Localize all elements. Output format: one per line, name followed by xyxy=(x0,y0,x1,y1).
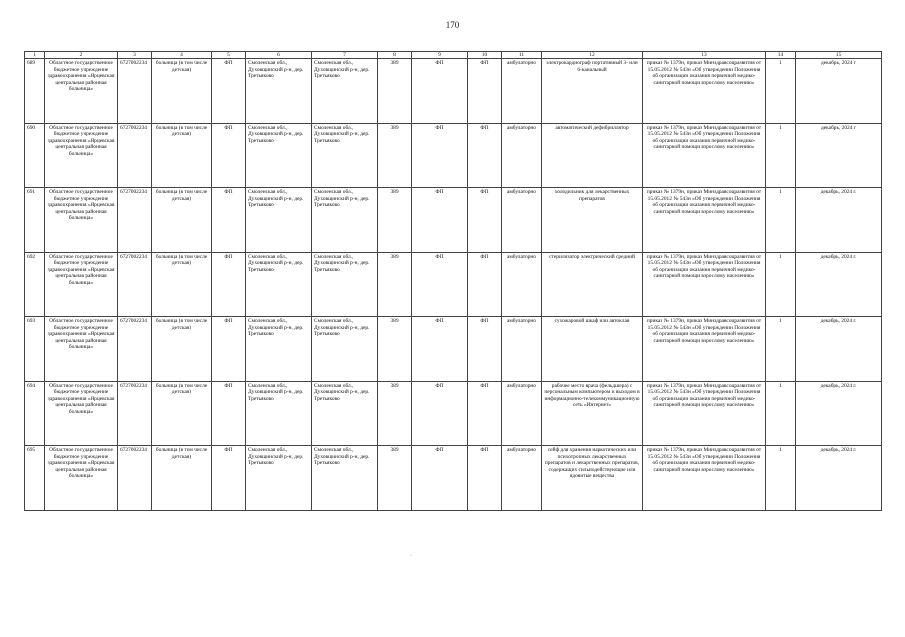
address-secondary: Смоленская обл., Духовщинский р-н, дер. Третьяково xyxy=(312,252,378,317)
unit-type-2: ФП xyxy=(412,59,468,124)
address-secondary: Смоленская обл., Духовщинский р-н, дер. Третьяково xyxy=(312,188,378,253)
unit-type-2: ФП xyxy=(412,188,468,253)
quantity: 1 xyxy=(766,446,796,511)
quantity: 1 xyxy=(766,317,796,382)
address-secondary: Смоленская обл., Духовщинский р-н, дер. Третьяково xyxy=(312,381,378,446)
unit-code: 389 xyxy=(378,252,412,317)
care-mode: амбулаторно xyxy=(502,123,542,188)
unit-code: 389 xyxy=(378,381,412,446)
row-number: 695 xyxy=(25,446,45,511)
care-mode: амбулаторно xyxy=(502,252,542,317)
inn-code: 6727002234 xyxy=(118,123,152,188)
unit-type: ФП xyxy=(212,446,246,511)
column-number: 10 xyxy=(468,52,502,59)
unit-type-3: ФП xyxy=(468,381,502,446)
unit-type: ФП xyxy=(212,188,246,253)
facility-type: больница (в том числе детская) xyxy=(152,252,212,317)
delivery-date: декабрь, 2024 г. xyxy=(796,381,882,446)
unit-type: ФП xyxy=(212,252,246,317)
inn-code: 6727002234 xyxy=(118,381,152,446)
address-primary: Смоленская обл., Духовщинский р-н, дер. Третьяково xyxy=(246,446,312,511)
equipment-name: стерилизатор электрический средний xyxy=(542,252,643,317)
column-number: 9 xyxy=(412,52,468,59)
care-mode: амбулаторно xyxy=(502,59,542,124)
quantity: 1 xyxy=(766,123,796,188)
care-mode: амбулаторно xyxy=(502,446,542,511)
inn-code: 6727002234 xyxy=(118,446,152,511)
table-row xyxy=(25,381,882,446)
address-primary: Смоленская обл., Духовщинский р-н, дер. Третьяково xyxy=(246,123,312,188)
organization-name: Областное государственное бюджетное учреждение здравоохранения «Ярцевская центральная районная больница» xyxy=(45,252,118,317)
page-number: 170 xyxy=(445,20,460,30)
unit-type: ФП xyxy=(212,59,246,124)
unit-type-3: ФП xyxy=(468,252,502,317)
regulation-order: приказ № 1379н, приказ Минздравсоцразвития от 15.05.2012 № 543н «Об утверждении Положения об организации оказания первичной медико-санитарной помощи взрослому населению» xyxy=(643,59,766,124)
column-number: 3 xyxy=(118,52,152,59)
equipment-name: сейф для хранения наркотических или психотропных лекарственных препаратов и лекарственных препаратов, содержащих сильнодействующие или ядовитые вещества xyxy=(542,446,643,511)
unit-type: ФП xyxy=(212,123,246,188)
regulation-order: приказ № 1379н, приказ Минздравсоцразвития от 15.05.2012 № 543н «Об утверждении Положения об организации оказания первичной медико-санитарной помощи взрослому населению» xyxy=(643,381,766,446)
equipment-name: сухожаровой шкаф или автоклав xyxy=(542,317,643,382)
quantity: 1 xyxy=(766,59,796,124)
scan-dot: · xyxy=(410,553,412,559)
column-number-row xyxy=(25,52,882,59)
equipment-name: холодильник для лекарственных препаратов xyxy=(542,188,643,253)
address-primary: Смоленская обл., Духовщинский р-н, дер. Третьяково xyxy=(246,381,312,446)
organization-name: Областное государственное бюджетное учреждение здравоохранения «Ярцевская центральная районная больница» xyxy=(45,317,118,382)
unit-type-3: ФП xyxy=(468,123,502,188)
organization-name: Областное государственное бюджетное учреждение здравоохранения «Ярцевская центральная районная больница» xyxy=(45,446,118,511)
unit-type-3: ФП xyxy=(468,59,502,124)
address-primary: Смоленская обл., Духовщинский р-н, дер. Третьяково xyxy=(246,59,312,124)
column-number: 8 xyxy=(378,52,412,59)
unit-code: 389 xyxy=(378,188,412,253)
row-number: 694 xyxy=(25,381,45,446)
column-number: 14 xyxy=(766,52,796,59)
delivery-date: декабрь, 2024 г xyxy=(796,59,882,124)
address-primary: Смоленская обл., Духовщинский р-н, дер. Третьяково xyxy=(246,188,312,253)
regulation-order: приказ № 1379н, приказ Минздравсоцразвития от 15.05.2012 № 543н «Об утверждении Положения об организации оказания первичной медико-санитарной помощи взрослому населению» xyxy=(643,446,766,511)
unit-type-3: ФП xyxy=(468,188,502,253)
column-number: 4 xyxy=(152,52,212,59)
equipment-name: автоматический дефибриллятор xyxy=(542,123,643,188)
unit-code: 389 xyxy=(378,317,412,382)
table-row xyxy=(25,252,882,317)
care-mode: амбулаторно xyxy=(502,188,542,253)
regulation-order: приказ № 1379н, приказ Минздравсоцразвития от 15.05.2012 № 543н «Об утверждении Положения об организации оказания первичной медико-санитарной помощи взрослому населению» xyxy=(643,188,766,253)
delivery-date: декабрь, 2024 г xyxy=(796,123,882,188)
facility-type: больница (в том числе детская) xyxy=(152,59,212,124)
facility-type: больница (в том числе детская) xyxy=(152,317,212,382)
address-secondary: Смоленская обл., Духовщинский р-н, дер. Третьяково xyxy=(312,123,378,188)
address-secondary: Смоленская обл., Духовщинский р-н, дер. Третьяково xyxy=(312,317,378,382)
regulation-order: приказ № 1379н, приказ Минздравсоцразвития от 15.05.2012 № 543н «Об утверждении Положения об организации оказания первичной медико-санитарной помощи взрослому населению» xyxy=(643,123,766,188)
row-number: 693 xyxy=(25,317,45,382)
address-secondary: Смоленская обл., Духовщинский р-н, дер. Третьяково xyxy=(312,59,378,124)
inn-code: 6727002234 xyxy=(118,252,152,317)
address-primary: Смоленская обл., Духовщинский р-н, дер. Третьяково xyxy=(246,317,312,382)
unit-type: ФП xyxy=(212,381,246,446)
table-row xyxy=(25,317,882,382)
column-number: 13 xyxy=(643,52,766,59)
row-number: 690 xyxy=(25,123,45,188)
delivery-date: декабрь, 2024 г. xyxy=(796,188,882,253)
column-number: 6 xyxy=(246,52,312,59)
column-number: 11 xyxy=(502,52,542,59)
equipment-name: электрокардиограф портативный 3- или 6-канальный xyxy=(542,59,643,124)
regulation-order: приказ № 1379н, приказ Минздравсоцразвития от 15.05.2012 № 543н «Об утверждении Положения об организации оказания первичной медико-санитарной помощи взрослому населению» xyxy=(643,317,766,382)
unit-type-2: ФП xyxy=(412,381,468,446)
unit-type-2: ФП xyxy=(412,446,468,511)
equipment-table xyxy=(24,51,882,511)
unit-code: 389 xyxy=(378,123,412,188)
column-number: 15 xyxy=(796,52,882,59)
equipment-name: рабочее место врача (фельдшера) с персональным компьютером и выходом в информационно-телекоммуникационную сеть «Интернет» xyxy=(542,381,643,446)
facility-type: больница (в том числе детская) xyxy=(152,123,212,188)
unit-code: 389 xyxy=(378,59,412,124)
unit-type-3: ФП xyxy=(468,317,502,382)
facility-type: больница (в том числе детская) xyxy=(152,188,212,253)
organization-name: Областное государственное бюджетное учреждение здравоохранения «Ярцевская центральная районная больница» xyxy=(45,123,118,188)
facility-type: больница (в том числе детская) xyxy=(152,381,212,446)
quantity: 1 xyxy=(766,188,796,253)
delivery-date: декабрь, 2024 г. xyxy=(796,446,882,511)
delivery-date: декабрь, 2024 г. xyxy=(796,252,882,317)
unit-type-2: ФП xyxy=(412,123,468,188)
inn-code: 6727002234 xyxy=(118,188,152,253)
row-number: 691 xyxy=(25,188,45,253)
table-row xyxy=(25,59,882,124)
inn-code: 6727002234 xyxy=(118,317,152,382)
table-row xyxy=(25,123,882,188)
unit-type-2: ФП xyxy=(412,252,468,317)
table-row xyxy=(25,446,882,511)
care-mode: амбулаторно xyxy=(502,381,542,446)
inn-code: 6727002234 xyxy=(118,59,152,124)
table-row xyxy=(25,188,882,253)
column-number: 2 xyxy=(45,52,118,59)
column-number: 12 xyxy=(542,52,643,59)
column-number: 1 xyxy=(25,52,45,59)
column-number: 7 xyxy=(312,52,378,59)
unit-type-2: ФП xyxy=(412,317,468,382)
care-mode: амбулаторно xyxy=(502,317,542,382)
column-number: 5 xyxy=(212,52,246,59)
unit-type-3: ФП xyxy=(468,446,502,511)
unit-code: 389 xyxy=(378,446,412,511)
address-primary: Смоленская обл., Духовщинский р-н, дер. Третьяково xyxy=(246,252,312,317)
organization-name: Областное государственное бюджетное учреждение здравоохранения «Ярцевская центральная районная больница» xyxy=(45,188,118,253)
unit-type: ФП xyxy=(212,317,246,382)
row-number: 692 xyxy=(25,252,45,317)
address-secondary: Смоленская обл., Духовщинский р-н, дер. Третьяково xyxy=(312,446,378,511)
quantity: 1 xyxy=(766,252,796,317)
facility-type: больница (в том числе детская) xyxy=(152,446,212,511)
regulation-order: приказ № 1379н, приказ Минздравсоцразвития от 15.05.2012 № 543н «Об утверждении Положения об организации оказания первичной медико-санитарной помощи взрослому населению» xyxy=(643,252,766,317)
organization-name: Областное государственное бюджетное учреждение здравоохранения «Ярцевская центральная районная больница» xyxy=(45,59,118,124)
delivery-date: декабрь, 2024 г. xyxy=(796,317,882,382)
quantity: 1 xyxy=(766,381,796,446)
organization-name: Областное государственное бюджетное учреждение здравоохранения «Ярцевская центральная районная больница» xyxy=(45,381,118,446)
row-number: 689 xyxy=(25,59,45,124)
